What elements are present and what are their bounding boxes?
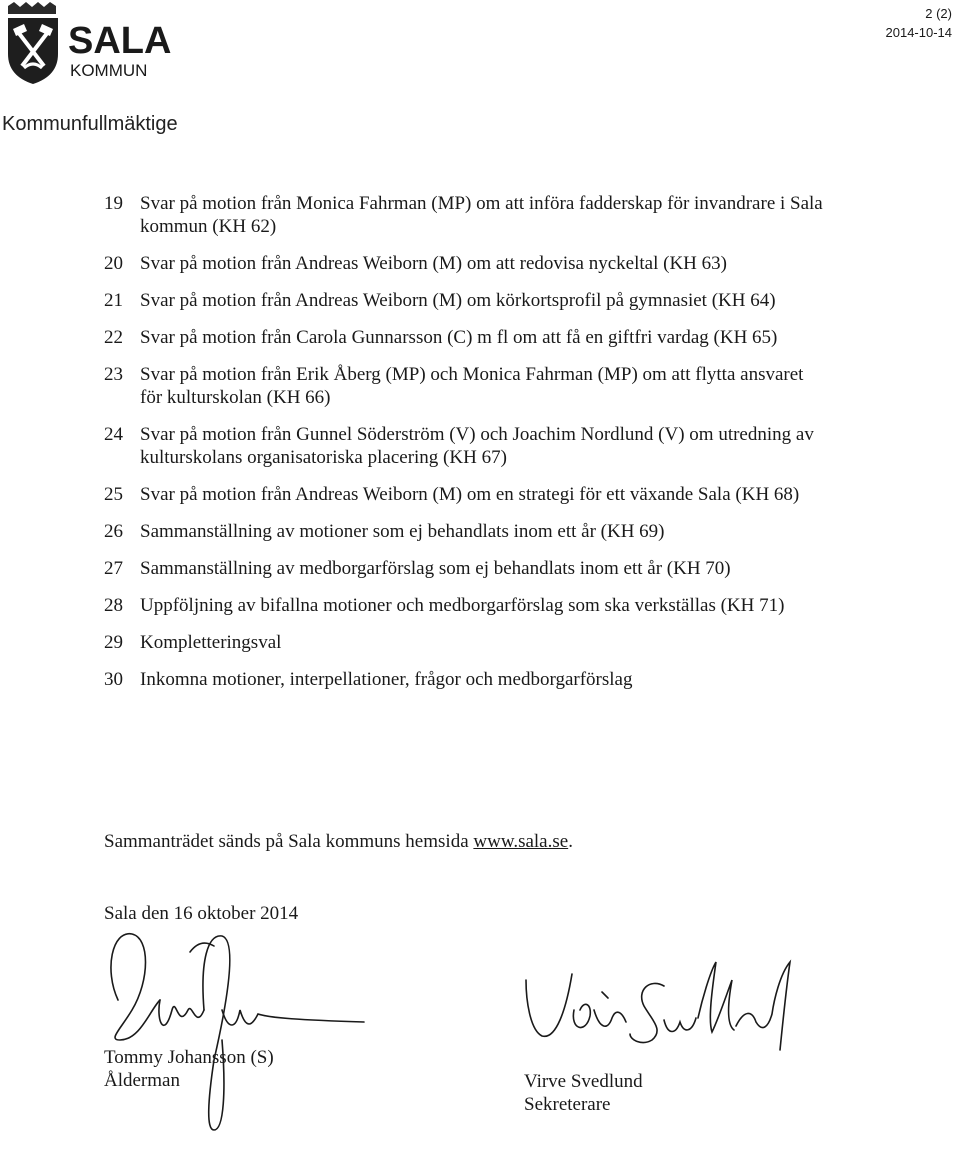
agenda-item [104, 668, 824, 691]
agenda-item-text: Svar på motion från Carola Gunnarsson (C) m fl om att få en giftfri vardag (KH 65) [140, 327, 778, 348]
website-link[interactable]: www.sala.se [473, 831, 569, 852]
agenda-item-text: Svar på motion från Erik Åberg (MP) och Monica Fahrman (MP) om att flytta ansvaret för kulturskolan (KH 66) [140, 364, 804, 408]
agenda-item-text: Svar på motion från Andreas Weiborn (M) om att redovisa nyckeltal (KH 63) [140, 253, 727, 274]
coat-of-arms-icon [4, 2, 62, 86]
agenda-item-text: Svar på motion från Monica Fahrman (MP) om att införa fadderskap för invandrare i Sala kommun (KH 62) [140, 193, 823, 237]
agenda-item-text: Uppföljning av bifallna motioner och medborgarförslag som ska verkställas (KH 71) [140, 595, 785, 616]
agenda-item-number: 28 [104, 595, 123, 616]
broadcast-text: Sammanträdet sänds på Sala kommuns hemsida [104, 831, 474, 852]
body-name: Kommunfullmäktige [2, 113, 178, 135]
sala-kommun-logo [4, 2, 172, 88]
signing-date: Sala den 16 oktober 2014 [104, 903, 299, 924]
agenda-item-number: 26 [104, 521, 123, 542]
agenda-item [104, 483, 824, 506]
agenda-item-number: 24 [104, 424, 123, 445]
agenda-item [104, 423, 824, 469]
agenda-item-number: 29 [104, 632, 123, 653]
agenda-item-number: 23 [104, 364, 123, 385]
org-subtitle: KOMMUN [70, 61, 148, 80]
page-meta [886, 4, 953, 42]
signature-right-icon [526, 962, 790, 1050]
agenda-item-number: 21 [104, 290, 123, 311]
signatory-role: Sekreterare [524, 1094, 611, 1115]
page-number: 2 (2) [925, 6, 952, 21]
agenda-item-number: 25 [104, 484, 123, 505]
broadcast-note [104, 830, 573, 854]
agenda-item [104, 520, 824, 543]
agenda-item-text: Svar på motion från Andreas Weiborn (M) om en strategi för ett växande Sala (KH 68) [140, 484, 800, 505]
agenda-item-number: 22 [104, 327, 123, 348]
document-date: 2014-10-14 [885, 25, 952, 40]
agenda-item-number: 30 [104, 669, 123, 690]
agenda-item-text: Sammanställning av medborgarförslag som ej behandlats inom ett år (KH 70) [140, 558, 731, 579]
agenda-item [104, 594, 824, 617]
agenda-item [104, 363, 824, 409]
agenda-item-text: Kompletteringsval [140, 632, 282, 653]
agenda-item [104, 631, 824, 654]
agenda-item-text: Svar på motion från Andreas Weiborn (M) om körkortsprofil på gymnasiet (KH 64) [140, 290, 776, 311]
agenda-item-text: Sammanställning av motioner som ej behandlats inom ett år (KH 69) [140, 521, 665, 542]
signature-left [104, 1046, 274, 1092]
org-name: SALA [68, 20, 172, 62]
signatory-name: Tommy Johansson (S) [104, 1047, 274, 1068]
agenda-item-number: 27 [104, 558, 123, 579]
agenda-item-number: 20 [104, 253, 123, 274]
signatory-name: Virve Svedlund [524, 1071, 643, 1092]
agenda-item-text: Inkomna motioner, interpellationer, frågor och medborgarförslag [140, 669, 633, 690]
agenda-item [104, 557, 824, 580]
broadcast-tail: . [568, 831, 573, 852]
signature-right [524, 1070, 643, 1116]
agenda-item-number: 19 [104, 193, 123, 214]
agenda-list [104, 192, 824, 691]
signatory-role: Ålderman [104, 1070, 180, 1091]
signature-left-icon [111, 934, 364, 1130]
agenda-item [104, 192, 824, 238]
agenda-item [104, 326, 824, 349]
agenda-item [104, 252, 824, 275]
agenda-item [104, 289, 824, 312]
agenda-item-text: Svar på motion från Gunnel Söderström (V) och Joachim Nordlund (V) om utredning av kulturskolans organisatoriska placering (KH 67) [140, 424, 814, 468]
